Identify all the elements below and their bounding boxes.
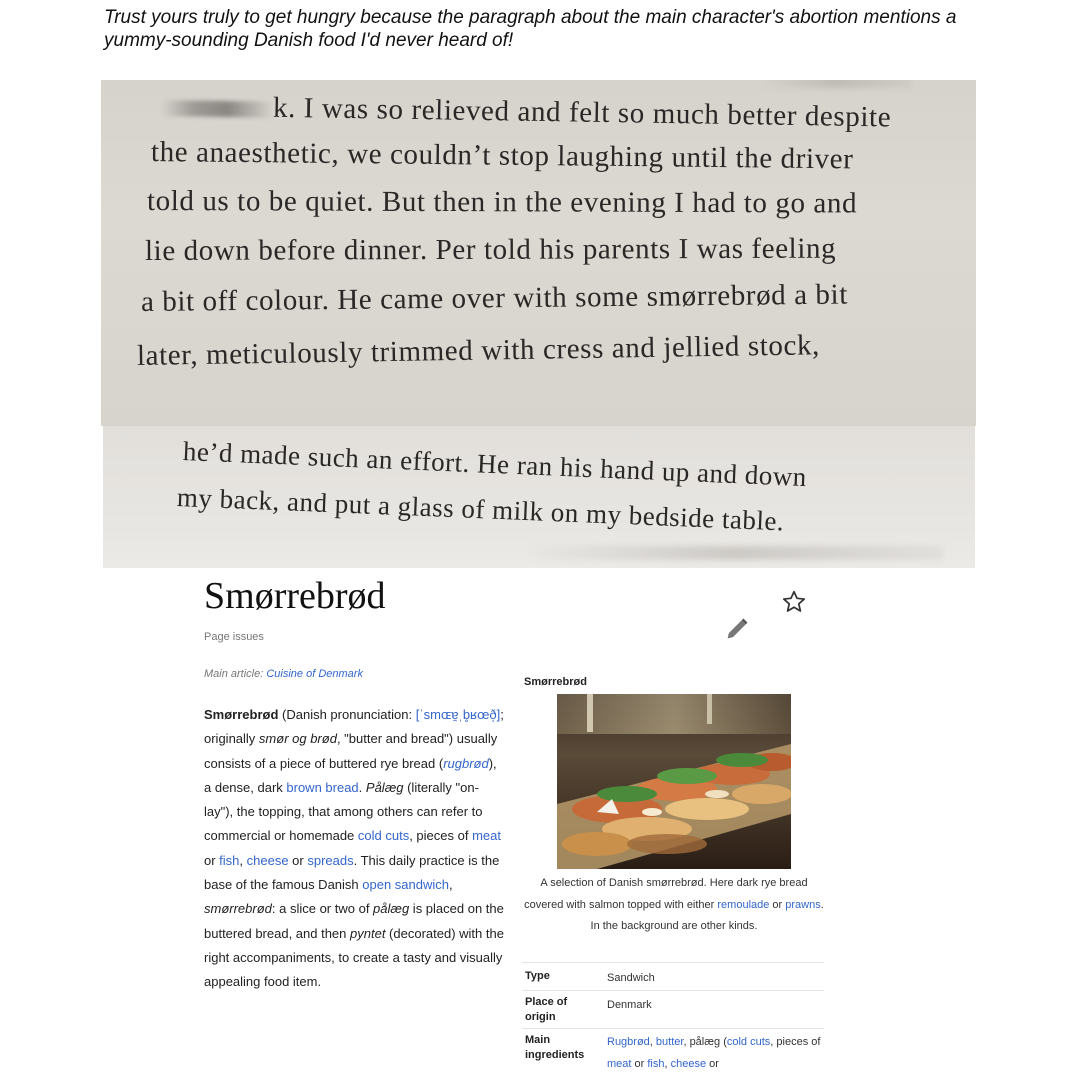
edit-pencil-icon[interactable]: [723, 615, 751, 643]
rugbrod-ingredient-link[interactable]: Rugbrød: [607, 1036, 650, 1048]
prawns-link[interactable]: prawns: [785, 898, 821, 911]
rugbrod-link[interactable]: rugbrød: [443, 755, 489, 771]
cheese-link[interactable]: cheese: [246, 852, 289, 868]
infobox-label: Type: [525, 970, 550, 982]
book-line-2: the anaesthetic, we couldn’t stop laughing until the driver: [150, 136, 854, 176]
book-line-1: k. I was so relieved and felt so much better despite: [161, 90, 892, 134]
smorrebrod-photo[interactable]: [557, 694, 791, 869]
open-sandwich-link[interactable]: open sandwich: [362, 877, 449, 893]
cold-cuts-link[interactable]: cold cuts: [357, 828, 410, 844]
sandwich-link[interactable]: Sandwich: [607, 972, 655, 984]
book-line-6: later, meticulously trimmed with cress and jellied stock,: [136, 329, 821, 372]
infobox-heading: Smørrebrød: [524, 676, 587, 688]
book-line-5: a bit off colour. He came over with some smørrebrød a bit: [140, 278, 849, 318]
infobox-row-type: [522, 962, 824, 990]
post-caption: Trust yours truly to get hungry because the paragraph about the main character's abortion mentions a yummy-sounding Danish food I'd never heard of!: [104, 7, 957, 51]
article-title: Smørrebrød: [204, 575, 386, 617]
cuisine-of-denmark-link[interactable]: Cuisine of Denmark: [266, 668, 363, 680]
book-line-8: my back, and put a glass of milk on my bedside table.: [176, 482, 785, 537]
book-line-3: told us to be quiet. But then in the evening I had to go and: [146, 185, 858, 220]
meat-ingredient-link[interactable]: meat: [607, 1058, 632, 1070]
brown-bread-link[interactable]: brown bread: [286, 779, 359, 795]
infobox-label: Main ingredients: [525, 1034, 585, 1061]
fish-link[interactable]: fish: [219, 852, 240, 868]
denmark-link[interactable]: Denmark: [607, 999, 652, 1011]
fish-ingredient-link[interactable]: fish: [647, 1058, 665, 1070]
meat-link[interactable]: meat: [472, 828, 501, 844]
infobox-label: Place of origin: [525, 996, 568, 1023]
main-article-note: Main article: Cuisine of Denmark: [204, 668, 363, 680]
infobox-caption: A selection of Danish smørrebrød. Here dark rye bread covered with salmon topped with either remoulade or prawns. In the background are other kinds.: [524, 877, 824, 932]
page-issues-link[interactable]: Page issues: [204, 631, 264, 643]
ingredients-value: Rugbrød, butter, pålæg (cold cuts, pieces of meat or fish, cheese or: [607, 1036, 821, 1070]
ipa-link[interactable]: [ˈsmɶɐ̯ˌb̥ʁœð̩]: [415, 707, 501, 722]
book-photo-bottom: [103, 426, 975, 568]
remoulade-link[interactable]: remoulade: [717, 898, 770, 911]
book-line-4: lie down before dinner. Per told his parents I was feeling: [144, 232, 837, 267]
star-icon[interactable]: [781, 589, 807, 615]
infobox-row-ingredients: [522, 1028, 824, 1080]
redacted-text: [161, 100, 271, 118]
infobox-row-origin: [522, 990, 824, 1028]
spreads-link[interactable]: spreads: [307, 852, 354, 868]
book-line-7: he’d made such an effort. He ran his hand up and down: [182, 436, 808, 493]
cheese-ingredient-link[interactable]: cheese: [670, 1058, 707, 1070]
article-body: Smørrebrød (Danish pronunciation: [ˈsmɶɐ̯ˌb̥ʁœð̩]; originally smør og brød, "butter and bread") usually consists of a piece of buttered rye bread (rugbrød), a dense, dark brown bread. Pålæg (literally "on-lay"), the topping, that among others can refer to commercial or homemade cold cuts, pieces of meat or fish, cheese or spreads. This daily practice is the base of the famous Danish open sandwich, smørrebrød: a slice or two of pålæg is placed on the buttered bread, and then pyntet (decorated) with the right accompaniments, to create a tasty and visually appealing food item.: [204, 707, 504, 990]
butter-link[interactable]: butter: [655, 1036, 684, 1048]
cold-cuts-ingredient-link[interactable]: cold cuts: [726, 1036, 771, 1048]
book-photo-top: [101, 80, 976, 426]
